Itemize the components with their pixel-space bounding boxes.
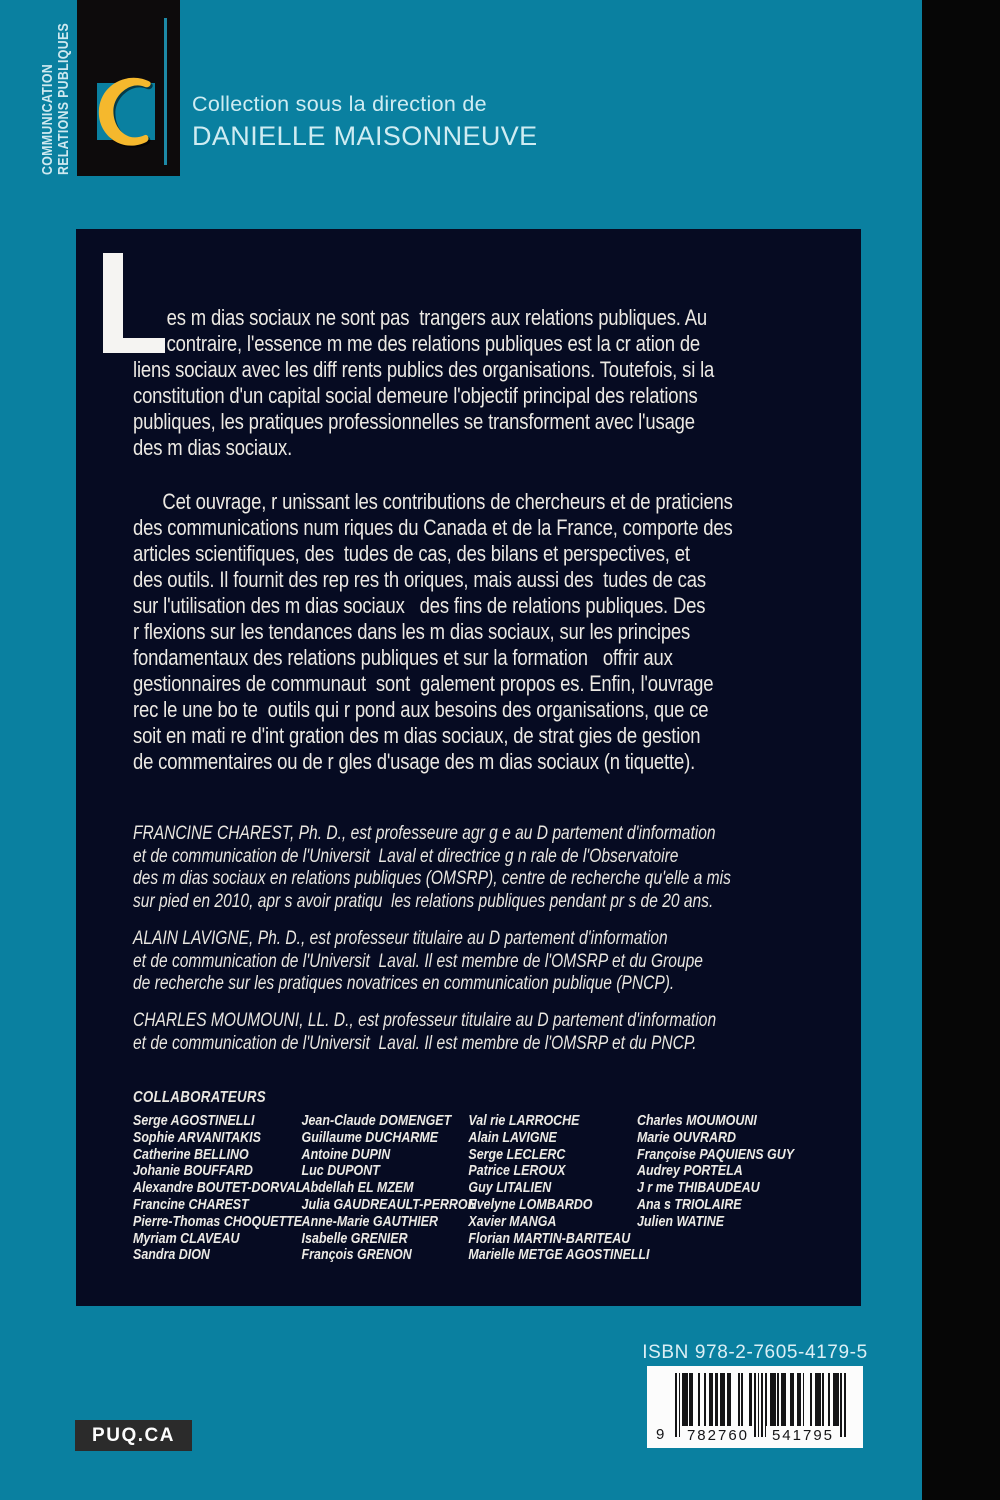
text-line: Guillaume DUCHARME <box>301 1129 439 1146</box>
logo-divider-line <box>164 18 167 165</box>
text-line: Myriam CLAVEAU <box>133 1230 240 1247</box>
text-line: des m dias sociaux en relations publiques (OMSRP), centre de recherche qu'elle a mis <box>133 868 731 889</box>
text-line: et de communication de l'Universit Laval et directrice g n rale de l'Observatoire <box>133 845 679 867</box>
text-line: des m dias sociaux. <box>133 435 293 460</box>
publisher-site-label: PUQ.CA <box>92 1425 175 1446</box>
isbn-label: ISBN 978-2-7605-4179-5 <box>642 1342 868 1363</box>
text-line: Marielle METGE AGOSTINELLI <box>468 1247 650 1264</box>
text-line: r flexions sur les tendances dans les m dias sociaux, sur les principes <box>133 619 691 644</box>
text-line: Serge LECLERC <box>468 1146 566 1163</box>
text-line: Julia GAUDREAULT-PERRON <box>301 1196 477 1213</box>
text-line: Luc DUPONT <box>301 1163 380 1180</box>
text-line: des outils. Il fournit des rep res th oriques, mais aussi des tudes de cas <box>133 567 706 592</box>
text-line: articles scientifiques, des tudes de cas, des bilans et perspectives, et <box>133 541 690 566</box>
synopsis-paragraph-1 <box>133 305 714 461</box>
text-line: Xavier MANGA <box>468 1213 557 1230</box>
text-line: Florian MARTIN-BARITEAU <box>468 1230 631 1247</box>
text-line: Alain LAVIGNE <box>468 1129 557 1146</box>
collaborators-column-4 <box>637 1113 890 1264</box>
text-line: Catherine BELLINO <box>133 1146 249 1163</box>
barcode-digits-right: 541795 <box>766 1426 840 1445</box>
text-line: Antoine DUPIN <box>301 1146 391 1163</box>
text-line: Françoise PAQUIENS GUY <box>636 1146 795 1163</box>
collection-director-block <box>192 92 538 152</box>
author-bio-lavigne <box>133 928 703 996</box>
barcode-digits-left: 782760 <box>682 1426 754 1445</box>
text-line: Pierre-Thomas CHOQUETTE <box>133 1213 303 1230</box>
spine-black-strip <box>922 0 1000 1500</box>
text-line: de commentaires ou de r gles d'usage des m dias sociaux (n tiquette). <box>133 749 696 774</box>
text-line: es m dias sociaux ne sont pas trangers aux relations publiques. Au <box>166 305 707 330</box>
text-line: gestionnaires de communaut sont galement propos es. Enfin, l'ouvrage <box>133 671 714 696</box>
text-line: Francine CHAREST <box>133 1196 249 1213</box>
text-line: Johanie BOUFFARD <box>133 1163 253 1180</box>
collaborators-column-1 <box>133 1113 302 1264</box>
text-line: Isabelle GRENIER <box>301 1230 408 1247</box>
text-line: fondamentaux des relations publiques et sur la formation offrir aux <box>133 645 673 670</box>
text-line: Ana s TRIOLAIRE <box>636 1196 742 1213</box>
text-line: des communications num riques du Canada et de la France, comporte des <box>133 515 733 540</box>
collection-series-label <box>41 23 72 175</box>
text-line: publiques, les pratiques professionnelles se transforment avec l'usage <box>133 409 695 434</box>
text-line: Alexandre BOUTET-DORVAL <box>133 1180 304 1197</box>
text-line: Guy LITALIEN <box>468 1180 552 1197</box>
text-line: CHARLES MOUMOUNI, LL. D., est professeur titulaire au D partement d'information <box>133 1010 717 1031</box>
collaborators-column-2 <box>301 1113 477 1264</box>
text-line: rec le une bo te outils qui r pond aux besoins des organisations, que ce <box>133 697 709 722</box>
text-line: soit en mati re d'int gration des m dias sociaux, de strat gies de gestion <box>133 723 701 748</box>
text-line: constitution d'un capital social demeure l'objectif principal des relations <box>133 383 698 408</box>
text-line: Evelyne LOMBARDO <box>468 1196 593 1213</box>
text-line: Abdellah EL MZEM <box>301 1180 414 1197</box>
collection-c-icon <box>94 70 156 152</box>
synopsis-paragraph-2 <box>133 489 733 775</box>
collaborators-heading: COLLABORATEURS <box>133 1089 266 1106</box>
barcode <box>647 1366 863 1448</box>
text-line: et de communication de l'Universit Laval. Il est membre de l'OMSRP et du Groupe <box>133 950 703 972</box>
synopsis-panel <box>76 229 861 1306</box>
author-bio-moumouni <box>133 1010 716 1055</box>
text-line: Julien WATINE <box>636 1213 725 1230</box>
text-line: de recherche sur les pratiques novatrices en communication publique (PNCP). <box>133 973 675 994</box>
text-line: Sandra DION <box>133 1247 210 1264</box>
collection-logo <box>77 0 180 176</box>
text-line: Val rie LARROCHE <box>468 1113 580 1129</box>
collaborators-column-3 <box>468 1113 650 1264</box>
series-line-2: RELATIONS PUBLIQUES <box>55 22 72 175</box>
text-line: Charles MOUMOUNI <box>636 1113 757 1129</box>
text-line: Audrey PORTELA <box>636 1163 743 1180</box>
text-line: et de communication de l'Universit Laval. Il est membre de l'OMSRP et du PNCP. <box>133 1032 697 1054</box>
text-line: sur l'utilisation des m dias sociaux des fins de relations publiques. Des <box>133 593 706 618</box>
text-line: Anne-Marie GAUTHIER <box>301 1213 439 1230</box>
collaborators-list <box>133 1113 890 1264</box>
text-line: Marie OUVRARD <box>636 1129 737 1146</box>
text-line: J r me THIBAUDEAU <box>636 1180 760 1197</box>
text-line: ALAIN LAVIGNE, Ph. D., est professeur titulaire au D partement d'information <box>133 928 668 949</box>
text-line: contraire, l'essence m me des relations publiques est la cr ation de <box>166 331 701 356</box>
text-line: Serge AGOSTINELLI <box>133 1113 255 1129</box>
text-line: FRANCINE CHAREST, Ph. D., est professeure agr g e au D partement d'information <box>133 823 716 844</box>
collection-caption: Collection sous la direction de <box>192 92 487 116</box>
author-bio-charest <box>133 823 731 913</box>
barcode-digit-first: 9 <box>656 1426 665 1443</box>
collection-director-name: DANIELLE MAISONNEUVE <box>192 121 538 151</box>
text-line: Cet ouvrage, r unissant les contributions de chercheurs et de praticiens <box>162 489 733 514</box>
series-line-1: COMMUNICATION <box>40 63 56 175</box>
text-line: Sophie ARVANITAKIS <box>133 1129 261 1146</box>
text-line: Jean-Claude DOMENGET <box>301 1113 452 1129</box>
text-line: François GRENON <box>301 1247 412 1264</box>
text-line: Patrice LEROUX <box>468 1163 566 1180</box>
publisher-site-badge <box>75 1420 192 1451</box>
text-line: liens sociaux avec les diff rents publics des organisations. Toutefois, si la <box>133 357 715 382</box>
text-line: sur pied en 2010, apr s avoir pratiqu les relations publiques pendant pr s de 20 ans. <box>133 890 714 912</box>
